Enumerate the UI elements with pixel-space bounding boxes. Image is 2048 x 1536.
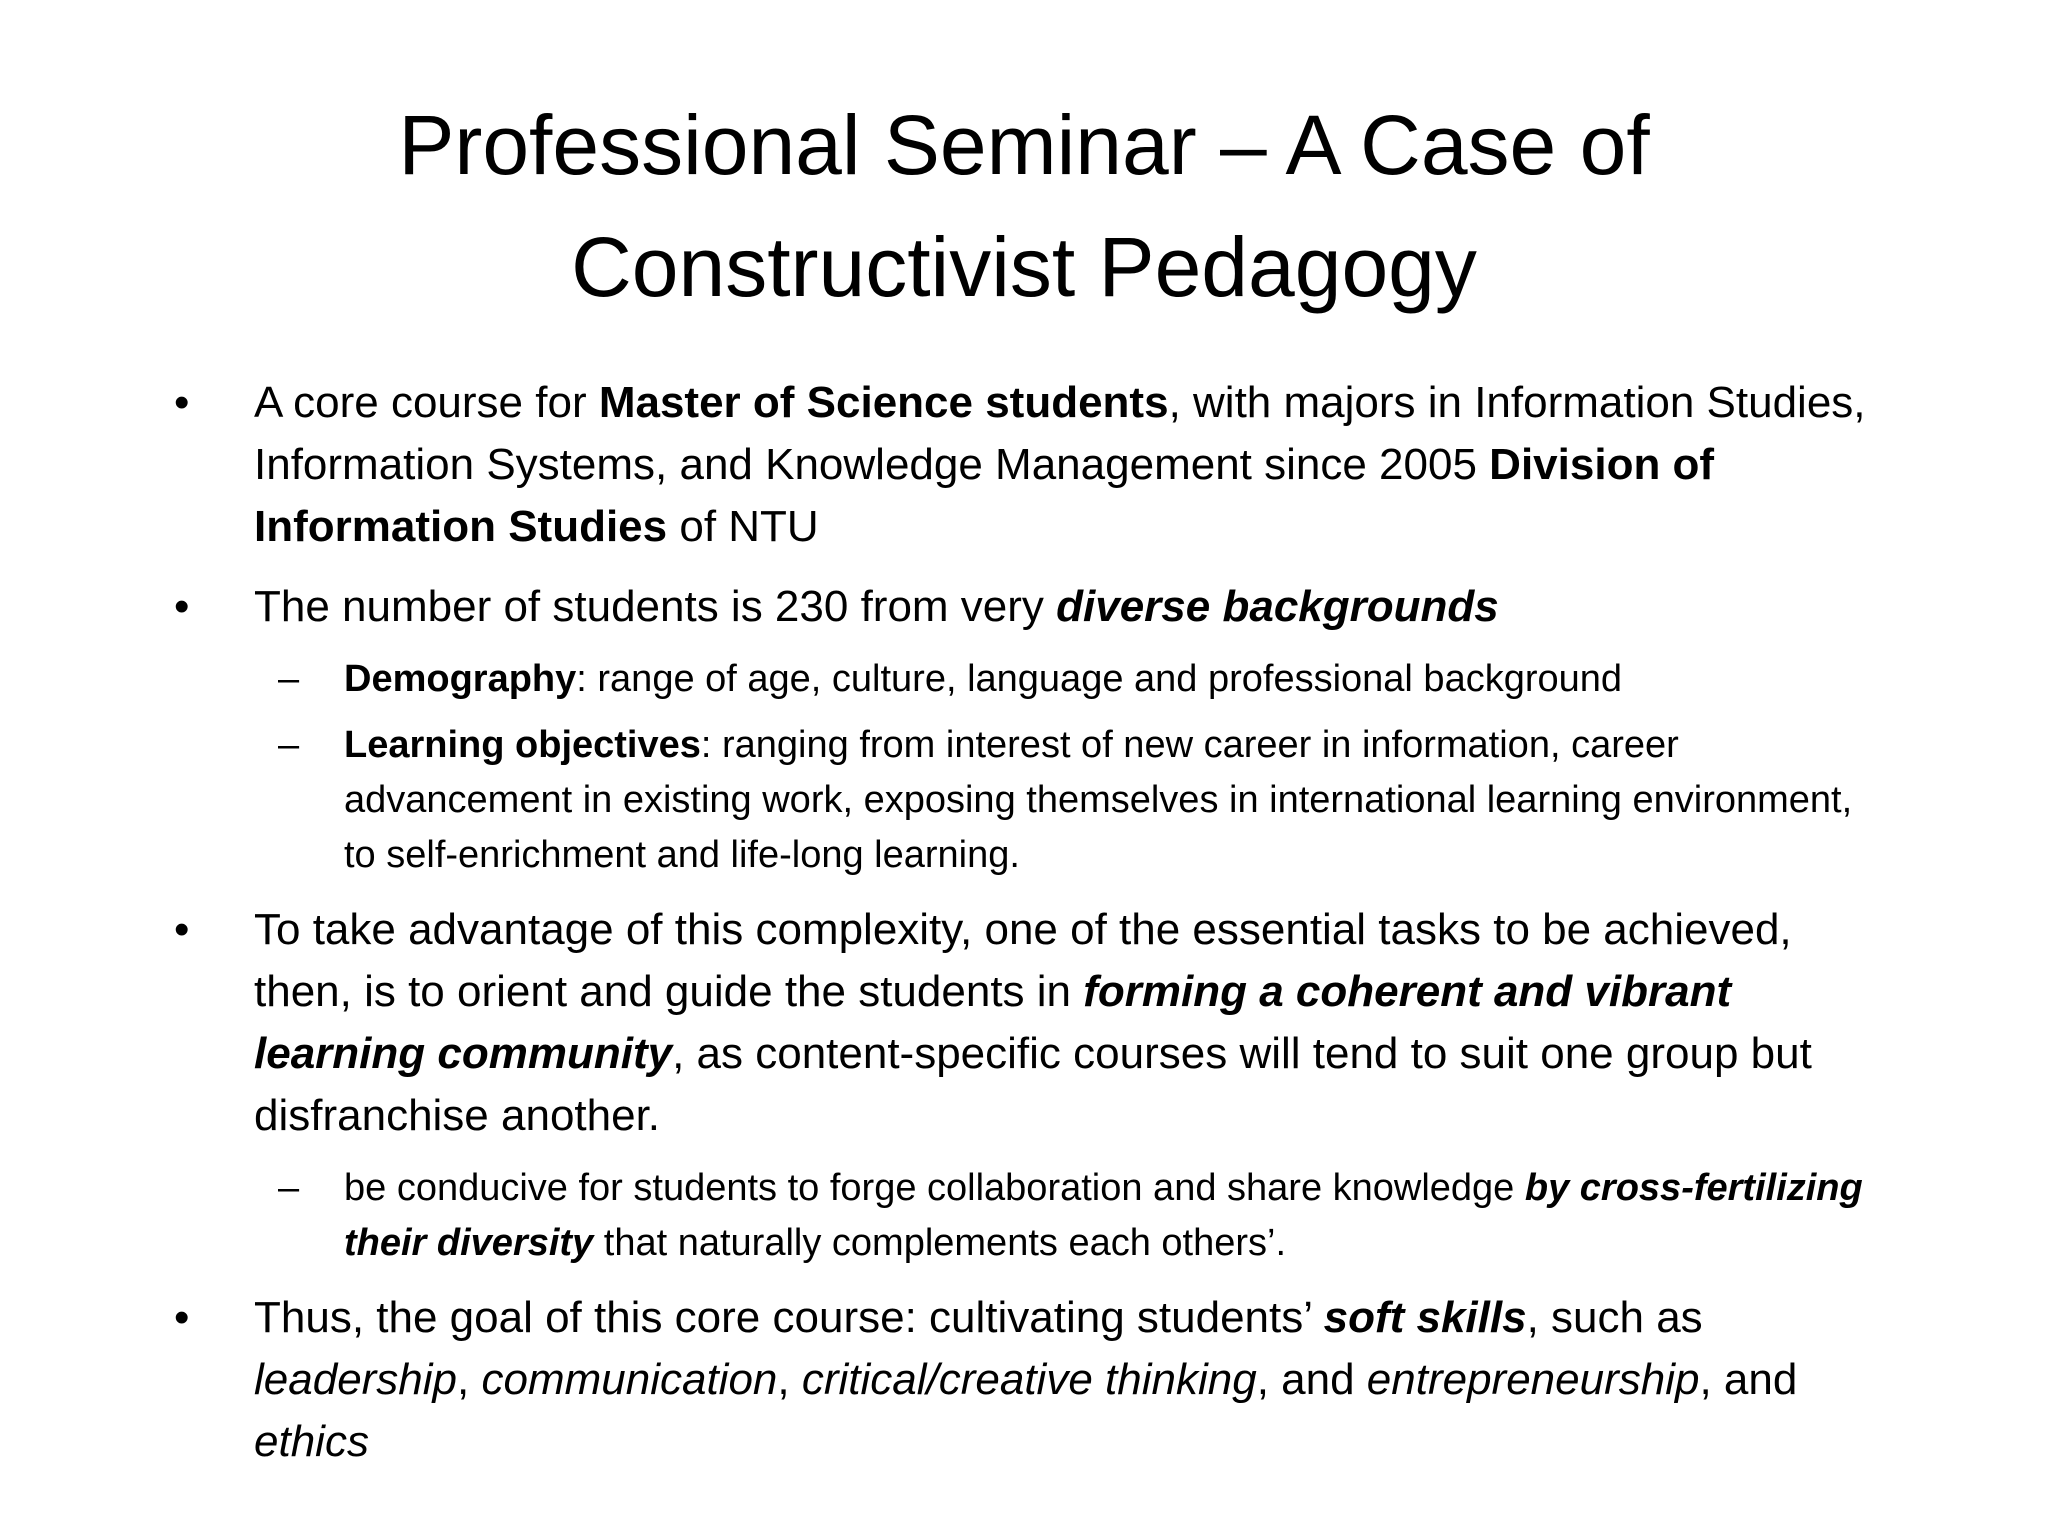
bullet-text-bold: Division of Information Studies bbox=[254, 440, 1715, 551]
sub-bullet-text: : ranging from interest of new career in information, career advancement in existing work, exposing themselves in international learning environment, to self-enrichment and life-long learning. bbox=[344, 724, 1853, 876]
bullet-complexity bbox=[174, 899, 1894, 1147]
bullet-core-course bbox=[174, 372, 1894, 558]
sub-bullet-label: Learning objectives bbox=[344, 724, 701, 766]
bullet-mark: • bbox=[174, 1293, 190, 1342]
slide-title bbox=[0, 84, 2048, 328]
bullet-mark: • bbox=[174, 378, 190, 427]
sub-bullet-text: : range of age, culture, language and professional background bbox=[576, 658, 1623, 700]
sub-bullet-text: that naturally complements each others’. bbox=[593, 1222, 1287, 1264]
bullet-text-emphasis: forming a coherent and vibrant learning community bbox=[254, 967, 1732, 1078]
bullet-text: , as content-specific courses will tend to suit one group but disfranchise another. bbox=[254, 1029, 1812, 1140]
bullet-text: , and bbox=[1699, 1355, 1798, 1404]
bullet-text-emphasis: diverse backgrounds bbox=[1056, 582, 1499, 631]
bullet-text: , bbox=[777, 1355, 802, 1404]
bullet-mark: • bbox=[174, 905, 190, 954]
sub-bullet-mark: – bbox=[278, 1167, 300, 1209]
skill-critical-thinking: critical/creative thinking bbox=[801, 1355, 1257, 1404]
bullet-student-number bbox=[174, 576, 1894, 638]
sub-bullet-demography bbox=[174, 652, 1894, 707]
title-line-2: Constructivist Pedagogy bbox=[571, 220, 1477, 314]
bullet-text: , and bbox=[1256, 1355, 1367, 1404]
sub-list bbox=[174, 1161, 1894, 1271]
sub-bullet-collaboration bbox=[174, 1161, 1894, 1271]
sub-bullet-mark: – bbox=[278, 724, 300, 766]
bullet-goal bbox=[174, 1287, 1894, 1473]
bullet-text: , with majors in Information Studies, Information Systems, and Knowledge Management since 2005 bbox=[254, 378, 1866, 489]
bullet-text: The number of students is 230 from very bbox=[254, 582, 1057, 631]
bullet-text-emphasis: soft skills bbox=[1323, 1293, 1527, 1342]
bullet-text: , such as bbox=[1526, 1293, 1703, 1342]
bullet-text-bold: Master of Science students bbox=[598, 378, 1169, 427]
bullet-text: , bbox=[457, 1355, 482, 1404]
sub-bullet-mark: – bbox=[278, 658, 300, 700]
bullet-mark: • bbox=[174, 582, 190, 631]
skill-entrepreneurship: entrepreneurship bbox=[1366, 1355, 1700, 1404]
title-line-1: Professional Seminar – A Case of bbox=[398, 98, 1650, 192]
bullet-text: A core course for bbox=[254, 378, 599, 427]
sub-bullet-text: be conducive for students to forge collaboration and share knowledge bbox=[344, 1167, 1525, 1209]
slide-body bbox=[174, 372, 1894, 1487]
bullet-text: Thus, the goal of this core course: cultivating students’ bbox=[254, 1293, 1324, 1342]
sub-bullet-label: Demography bbox=[344, 658, 577, 700]
sub-bullet-learning-objectives bbox=[174, 718, 1894, 883]
sub-bullet-emphasis: by cross-fertilizing their diversity bbox=[344, 1167, 1863, 1264]
sub-list bbox=[174, 652, 1894, 883]
skill-communication: communication bbox=[481, 1355, 778, 1404]
skill-leadership: leadership bbox=[254, 1355, 458, 1404]
skill-ethics: ethics bbox=[254, 1417, 369, 1466]
bullet-text: of NTU bbox=[667, 502, 819, 551]
bullet-text: To take advantage of this complexity, one of the essential tasks to be achieved, then, is to orient and guide the students in bbox=[254, 905, 1792, 1016]
